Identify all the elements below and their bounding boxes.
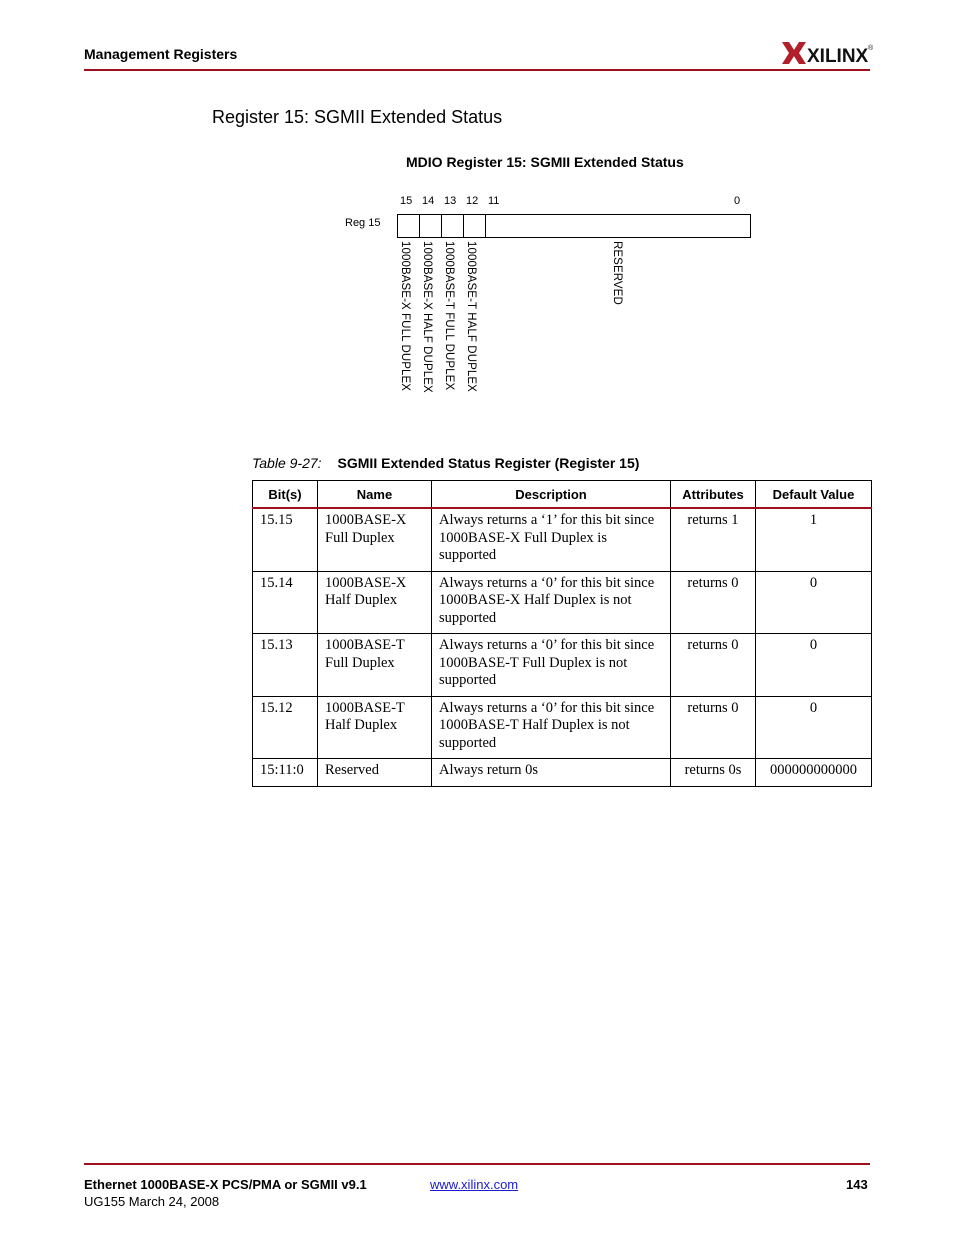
registered-mark: ® [868, 45, 874, 52]
logo-wordmark: XILINX [807, 46, 869, 67]
cell-attributes: returns 0 [671, 696, 756, 759]
cell-default: 000000000000 [756, 759, 872, 787]
cell-attributes: returns 0s [671, 759, 756, 787]
bit-number: 14 [422, 195, 435, 207]
cell-default: 0 [756, 571, 872, 634]
cell-description: Always returns a ‘0’ for this bit since 1000BASE-T Half Duplex is not supported [432, 696, 671, 759]
register-table [252, 480, 872, 787]
table-row [253, 759, 872, 787]
column-header: Attributes [671, 481, 756, 509]
cell-description: Always return 0s [432, 759, 671, 787]
cell-default: 0 [756, 634, 872, 697]
cell-description: Always returns a ‘1’ for this bit since 1000BASE-X Full Duplex is supported [432, 508, 671, 571]
footer-website-link[interactable]: www.xilinx.com [430, 1177, 519, 1192]
cell-name: 1000BASE-X Full Duplex [318, 508, 432, 571]
field-label: 1000BASE-T FULL DUPLEX [443, 241, 455, 391]
field-label: 1000BASE-X FULL DUPLEX [399, 241, 411, 392]
cell-name: Reserved [318, 759, 432, 787]
table-caption [252, 455, 639, 471]
footer-doc-id: UG155 March 24, 2008 [84, 1194, 220, 1209]
section-heading: Register 15: SGMII Extended Status [212, 107, 503, 127]
bit-divider [485, 215, 486, 237]
register-bit-box [397, 214, 751, 238]
table-row [253, 508, 872, 571]
column-header: Name [318, 481, 432, 509]
register-label: Reg 15 [345, 217, 381, 229]
running-header-title: Management Registers [84, 46, 238, 62]
cell-attributes: returns 1 [671, 508, 756, 571]
field-label: RESERVED [611, 241, 623, 305]
table-row [253, 696, 872, 759]
cell-attributes: returns 0 [671, 634, 756, 697]
cell-name: 1000BASE-T Full Duplex [318, 634, 432, 697]
cell-bits: 15.12 [253, 696, 318, 759]
table-row [253, 571, 872, 634]
bit-divider [441, 215, 442, 237]
bit-divider [419, 215, 420, 237]
cell-bits: 15.13 [253, 634, 318, 697]
footer-doc-title: Ethernet 1000BASE-X PCS/PMA or SGMII v9.1 [84, 1177, 367, 1192]
bit-number: 11 [488, 195, 500, 207]
column-header: Default Value [756, 481, 872, 509]
cell-name: 1000BASE-X Half Duplex [318, 571, 432, 634]
cell-description: Always returns a ‘0’ for this bit since 1000BASE-X Half Duplex is not supported [432, 571, 671, 634]
cell-default: 0 [756, 696, 872, 759]
bit-number: 0 [734, 195, 741, 207]
column-header: Description [432, 481, 671, 509]
xilinx-x-mark-icon [782, 42, 806, 64]
table-title: SGMII Extended Status Register (Register 15) [337, 455, 640, 471]
bit-number: 15 [400, 195, 413, 207]
cell-name: 1000BASE-T Half Duplex [318, 696, 432, 759]
figure-title: MDIO Register 15: SGMII Extended Status [406, 154, 684, 170]
header-rule [84, 69, 870, 71]
bit-number: 13 [444, 195, 457, 207]
cell-bits: 15.15 [253, 508, 318, 571]
column-header: Bit(s) [253, 481, 318, 509]
table-header-row [253, 481, 872, 509]
cell-bits: 15.14 [253, 571, 318, 634]
footer-rule [84, 1163, 870, 1165]
table-row [253, 634, 872, 697]
bit-number: 12 [466, 195, 479, 207]
page-number: 143 [846, 1177, 868, 1192]
cell-bits: 15:11:0 [253, 759, 318, 787]
cell-attributes: returns 0 [671, 571, 756, 634]
cell-description: Always returns a ‘0’ for this bit since 1000BASE-T Full Duplex is not supported [432, 634, 671, 697]
field-label: 1000BASE-T HALF DUPLEX [465, 241, 477, 392]
xilinx-logo [780, 38, 875, 68]
field-label: 1000BASE-X HALF DUPLEX [421, 241, 433, 393]
table-number: Table 9-27: [252, 455, 322, 471]
cell-default: 1 [756, 508, 872, 571]
bit-divider [463, 215, 464, 237]
